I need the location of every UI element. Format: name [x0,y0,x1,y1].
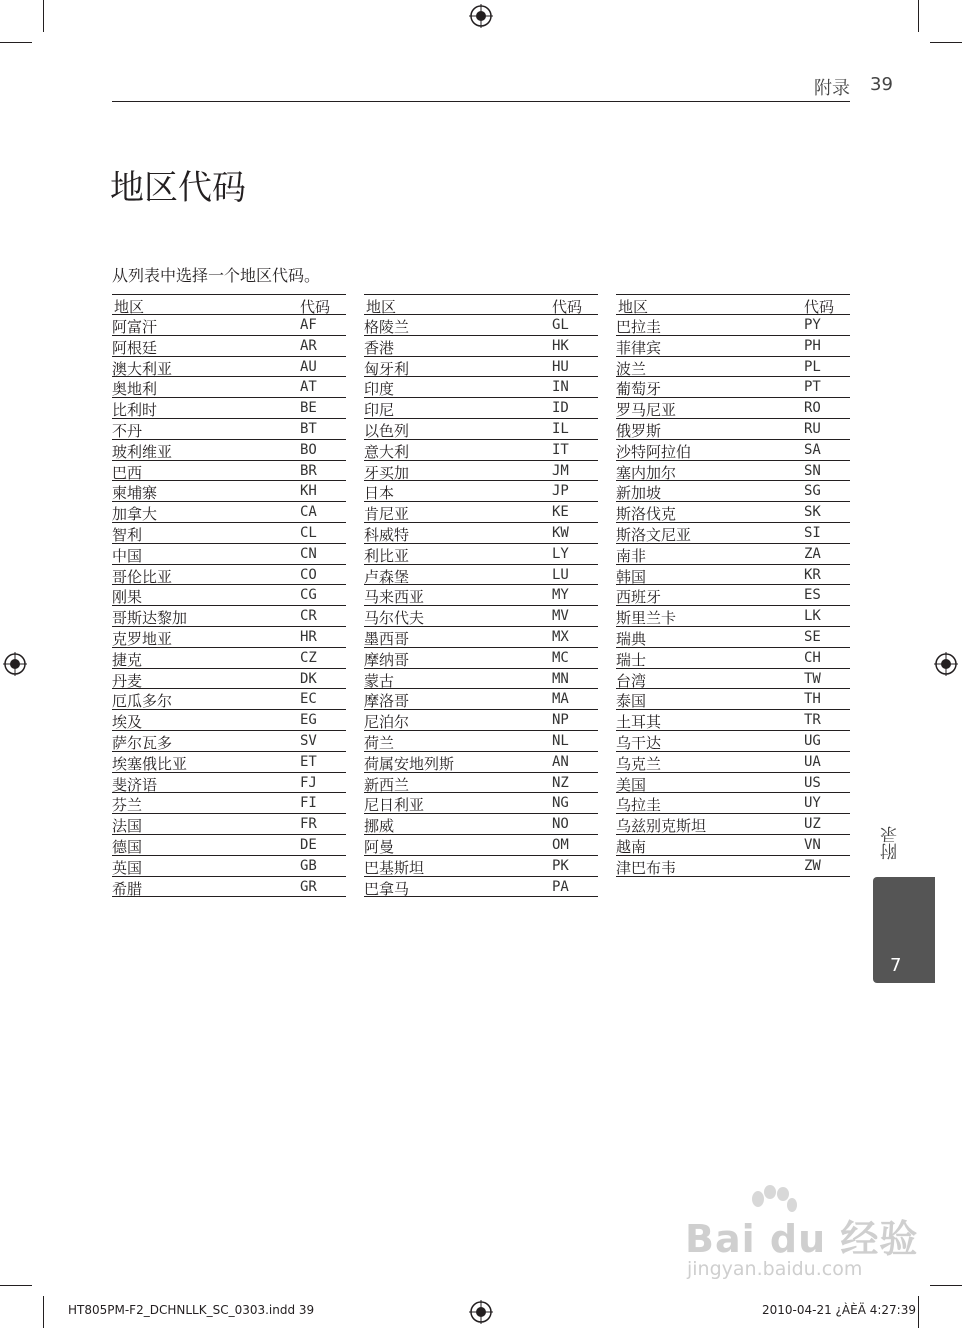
region-code: CL [300,524,317,541]
region-code: AF [300,317,317,333]
table-row [112,565,346,586]
region-code: MX [552,628,569,645]
region-code: ID [552,400,569,417]
region-code: PH [804,337,821,354]
region-name: 墨西哥 [364,629,410,648]
table-row [112,773,346,794]
region-code: SE [804,628,821,645]
region-code: EC [300,691,317,708]
table-row [112,398,346,419]
region-name: 巴拉圭 [616,318,662,336]
table-row [364,627,598,648]
table-row [364,377,598,398]
region-code: SK [804,504,821,521]
region-name: 津巴布韦 [616,858,677,877]
table-row [364,689,598,710]
region-code: PA [552,878,569,895]
region-code: EG [300,712,317,729]
region-name: 澳大利亚 [112,359,173,378]
running-header-title: 附录 [814,78,850,99]
table-row [616,315,850,336]
region-code: KE [552,504,569,521]
region-code: MY [552,587,569,604]
crop-mark [918,0,919,32]
region-code: CA [300,504,317,521]
region-name: 荷兰 [364,733,395,752]
registration-mark-icon [934,652,958,676]
watermark-url: jingyan.baidu.com [687,1258,863,1280]
region-code: BT [300,420,317,437]
page-number: 39 [870,74,893,95]
table-row [616,627,850,648]
region-code: BR [300,462,317,479]
region-name: 土耳其 [616,713,662,732]
region-code: NP [552,712,569,729]
region-code-table-2 [364,294,598,897]
region-name: 以色列 [364,421,410,440]
region-code: SG [804,483,821,500]
region-code: PY [804,317,821,333]
table-row [364,336,598,357]
crop-mark [43,0,44,32]
region-name: 马来西亚 [364,588,425,607]
table-row [616,669,850,690]
region-name: 中国 [112,546,143,565]
table-row [112,752,346,773]
region-code: CZ [300,649,317,666]
region-name: 智利 [112,525,143,544]
table-row [364,481,598,502]
region-name: 埃塞俄比亚 [112,754,188,773]
crop-mark [0,42,32,43]
region-name: 奥地利 [112,380,158,399]
region-code: SI [804,524,821,541]
region-code: HU [552,358,569,375]
region-name: 尼泊尔 [364,713,410,732]
table-header [112,294,346,315]
region-code: NO [552,816,569,833]
region-code: HK [552,337,569,354]
table-row [364,856,598,877]
region-code: LU [552,566,569,583]
region-name: 巴西 [112,463,143,482]
region-name: 法国 [112,817,143,836]
region-name: 波兰 [616,359,647,378]
table-row [364,877,598,898]
region-name: 柬埔寨 [112,484,158,503]
table-row [616,689,850,710]
region-name: 南非 [616,546,647,565]
table-row [364,793,598,814]
region-name: 巴拿马 [364,879,410,898]
region-code: UY [804,795,821,812]
region-name: 肯尼亚 [364,505,410,524]
table-row [616,502,850,523]
region-code: KH [300,483,317,500]
region-code: HR [300,628,317,645]
table-row [112,440,346,461]
table-row [112,877,346,898]
table-row [112,669,346,690]
region-code: UG [804,732,821,749]
region-code-table-1 [112,294,346,897]
region-code: PT [804,379,821,396]
table-row [112,377,346,398]
table-row [616,565,850,586]
region-code: AU [300,358,317,375]
region-code: ET [300,753,317,770]
region-name: 比利时 [112,401,158,420]
region-name: 阿富汗 [112,318,158,336]
region-name: 葡萄牙 [616,380,662,399]
table-row [616,377,850,398]
table-row [364,544,598,565]
region-code: CG [300,587,317,604]
region-name: 尼日利亚 [364,796,425,815]
footer-filename: HT805PM-F2_DCHNLLK_SC_0303.indd 39 [68,1303,315,1317]
table-row [112,357,346,378]
table-row [364,773,598,794]
region-code: OM [552,836,569,853]
table-row [112,606,346,627]
region-name: 美国 [616,775,647,794]
region-name: 格陵兰 [364,318,410,336]
table-row [616,773,850,794]
table-row [112,648,346,669]
table-header [616,294,850,315]
table-row [364,357,598,378]
region-code: JP [552,483,569,500]
region-name: 厄瓜多尔 [112,692,173,711]
region-name: 印度 [364,380,395,399]
region-code: MC [552,649,569,666]
region-code: FJ [300,774,317,791]
column-header-code: 代码 [552,298,583,316]
table-row [616,440,850,461]
region-name: 阿曼 [364,837,395,856]
region-name: 泰国 [616,692,647,711]
region-code: ES [804,587,821,604]
table-row [616,419,850,440]
table-row [364,585,598,606]
region-name: 印尼 [364,401,395,420]
table-row [112,336,346,357]
region-code: NL [552,732,569,749]
region-name: 西班牙 [616,588,662,607]
region-name: 摩纳哥 [364,650,410,669]
table-row [616,523,850,544]
region-name: 新加坡 [616,484,662,503]
table-row [616,752,850,773]
table-row [364,440,598,461]
region-code: DK [300,670,317,687]
region-code: UA [804,753,821,770]
table-row [112,814,346,835]
region-code: NG [552,795,569,812]
table-row [616,544,850,565]
column-header-region: 地区 [618,298,649,316]
crop-mark [918,1296,919,1328]
region-code: BO [300,441,317,458]
column-header-code: 代码 [804,298,835,316]
region-code: MN [552,670,569,687]
crop-mark [930,1285,962,1286]
side-tab-label: 附录 [881,826,901,860]
intro-text: 从列表中选择一个地区代码。 [112,266,321,285]
region-name: 克罗地亚 [112,629,173,648]
region-code: IT [552,441,569,458]
table-row [112,419,346,440]
region-name: 马尔代夫 [364,609,425,628]
region-name: 埃及 [112,713,143,732]
region-name: 俄罗斯 [616,421,662,440]
table-row [364,565,598,586]
region-code: NZ [552,774,569,791]
table-row [616,835,850,856]
region-code: SN [804,462,821,479]
region-code: IL [552,420,569,437]
region-code: RU [804,420,821,437]
region-name: 利比亚 [364,546,410,565]
table-row [616,648,850,669]
registration-mark-icon [3,652,27,676]
region-name: 不丹 [112,421,143,440]
region-name: 越南 [616,837,647,856]
region-code-table-3 [616,294,850,877]
region-name: 哥伦比亚 [112,567,173,586]
watermark-brand: Bai du 经验 [685,1217,919,1261]
region-name: 斯里兰卡 [616,609,677,628]
table-row [112,481,346,502]
table-row [364,606,598,627]
table-row [364,710,598,731]
table-row [364,814,598,835]
registration-mark-icon [469,4,493,28]
region-code: US [804,774,821,791]
region-name: 新西兰 [364,775,410,794]
region-code: PK [552,857,569,874]
region-name: 匈牙利 [364,359,410,378]
region-name: 卢森堡 [364,567,410,586]
region-name: 塞内加尔 [616,463,677,482]
region-name: 瑞士 [616,650,647,669]
crop-mark [930,42,962,43]
table-row [364,398,598,419]
region-name: 摩洛哥 [364,692,410,711]
table-row [616,731,850,752]
table-row [112,793,346,814]
region-name: 乌干达 [616,733,662,752]
table-row [364,502,598,523]
table-row [112,502,346,523]
region-name: 哥斯达黎加 [112,609,188,628]
table-row [616,606,850,627]
table-row [364,419,598,440]
region-name: 牙买加 [364,463,410,482]
region-name: 英国 [112,858,143,877]
region-name: 挪威 [364,817,395,836]
region-code: LK [804,608,821,625]
table-row [616,585,850,606]
region-name: 萨尔瓦多 [112,733,173,752]
region-name: 丹麦 [112,671,143,690]
crop-mark [43,1296,44,1328]
region-code: MA [552,691,569,708]
region-name: 捷克 [112,650,143,669]
table-row [112,523,346,544]
table-row [616,856,850,877]
region-code: AN [552,753,569,770]
table-row [112,731,346,752]
table-row [364,835,598,856]
table-row [364,731,598,752]
crop-mark [0,1285,32,1286]
region-name: 蒙古 [364,671,395,690]
region-name: 沙特阿拉伯 [616,442,692,461]
region-name: 刚果 [112,588,143,607]
region-name: 荷属安地列斯 [364,754,455,773]
region-code: CO [300,566,317,583]
region-name: 斯洛文尼亚 [616,525,692,544]
table-row [616,710,850,731]
region-code: TW [804,670,821,687]
region-name: 瑞典 [616,629,647,648]
table-row [112,585,346,606]
chapter-tab [873,877,935,983]
region-name: 巴基斯坦 [364,858,425,877]
region-name: 日本 [364,484,395,503]
table-header [364,294,598,315]
region-name: 阿根廷 [112,338,158,357]
table-row [112,627,346,648]
region-code: AT [300,379,317,396]
chapter-number: 7 [890,955,902,976]
region-code: GL [552,317,569,333]
header-rule [112,101,850,102]
region-code: ZW [804,857,821,874]
table-row [364,315,598,336]
region-name: 玻利维亚 [112,442,173,461]
table-row [112,710,346,731]
column-header-code: 代码 [300,298,331,316]
region-name: 斯洛伐克 [616,505,677,524]
region-code: AR [300,337,317,354]
region-code: KW [552,524,569,541]
region-code: UZ [804,816,821,833]
region-name: 斐济语 [112,775,158,794]
region-name: 罗马尼亚 [616,401,677,420]
region-name: 意大利 [364,442,410,461]
region-code: FR [300,816,317,833]
table-row [112,461,346,482]
page-title: 地区代码 [110,168,246,208]
table-row [364,648,598,669]
table-row [364,461,598,482]
region-code: ZA [804,545,821,562]
region-code: BE [300,400,317,417]
region-name: 香港 [364,338,395,357]
table-row [616,814,850,835]
table-row [112,835,346,856]
region-code: JM [552,462,569,479]
footer-timestamp: 2010-04-21 ¿ÀÈÄ 4:27:39 [762,1303,916,1317]
region-code: CH [804,649,821,666]
registration-mark-icon [469,1300,493,1324]
table-row [616,357,850,378]
column-header-region: 地区 [114,298,145,316]
region-code: VN [804,836,821,853]
region-code: IN [552,379,569,396]
region-code: SA [804,441,821,458]
region-name: 加拿大 [112,505,158,524]
region-name: 乌拉圭 [616,796,662,815]
table-row [616,336,850,357]
region-name: 乌克兰 [616,754,662,773]
table-row [112,315,346,336]
table-row [364,669,598,690]
region-name: 菲律宾 [616,338,662,357]
table-row [616,481,850,502]
region-code: CR [300,608,317,625]
region-code: DE [300,836,317,853]
region-name: 希腊 [112,879,143,898]
region-name: 芬兰 [112,796,143,815]
table-row [616,793,850,814]
table-row [112,856,346,877]
region-code: LY [552,545,569,562]
column-header-region: 地区 [366,298,397,316]
region-name: 韩国 [616,567,647,586]
region-code: TR [804,712,821,729]
table-row [364,752,598,773]
region-code: RO [804,400,821,417]
region-code: PL [804,358,821,375]
table-row [112,689,346,710]
region-code: SV [300,732,317,749]
region-code: TH [804,691,821,708]
table-row [112,544,346,565]
region-code: MV [552,608,569,625]
table-row [616,398,850,419]
table-row [616,461,850,482]
region-name: 乌兹别克斯坦 [616,817,707,836]
region-code: FI [300,795,317,812]
region-code: GR [300,878,317,895]
region-code: KR [804,566,821,583]
region-code: GB [300,857,317,874]
region-name: 德国 [112,837,143,856]
region-code: CN [300,545,317,562]
region-name: 科威特 [364,525,410,544]
region-name: 台湾 [616,671,647,690]
table-row [364,523,598,544]
